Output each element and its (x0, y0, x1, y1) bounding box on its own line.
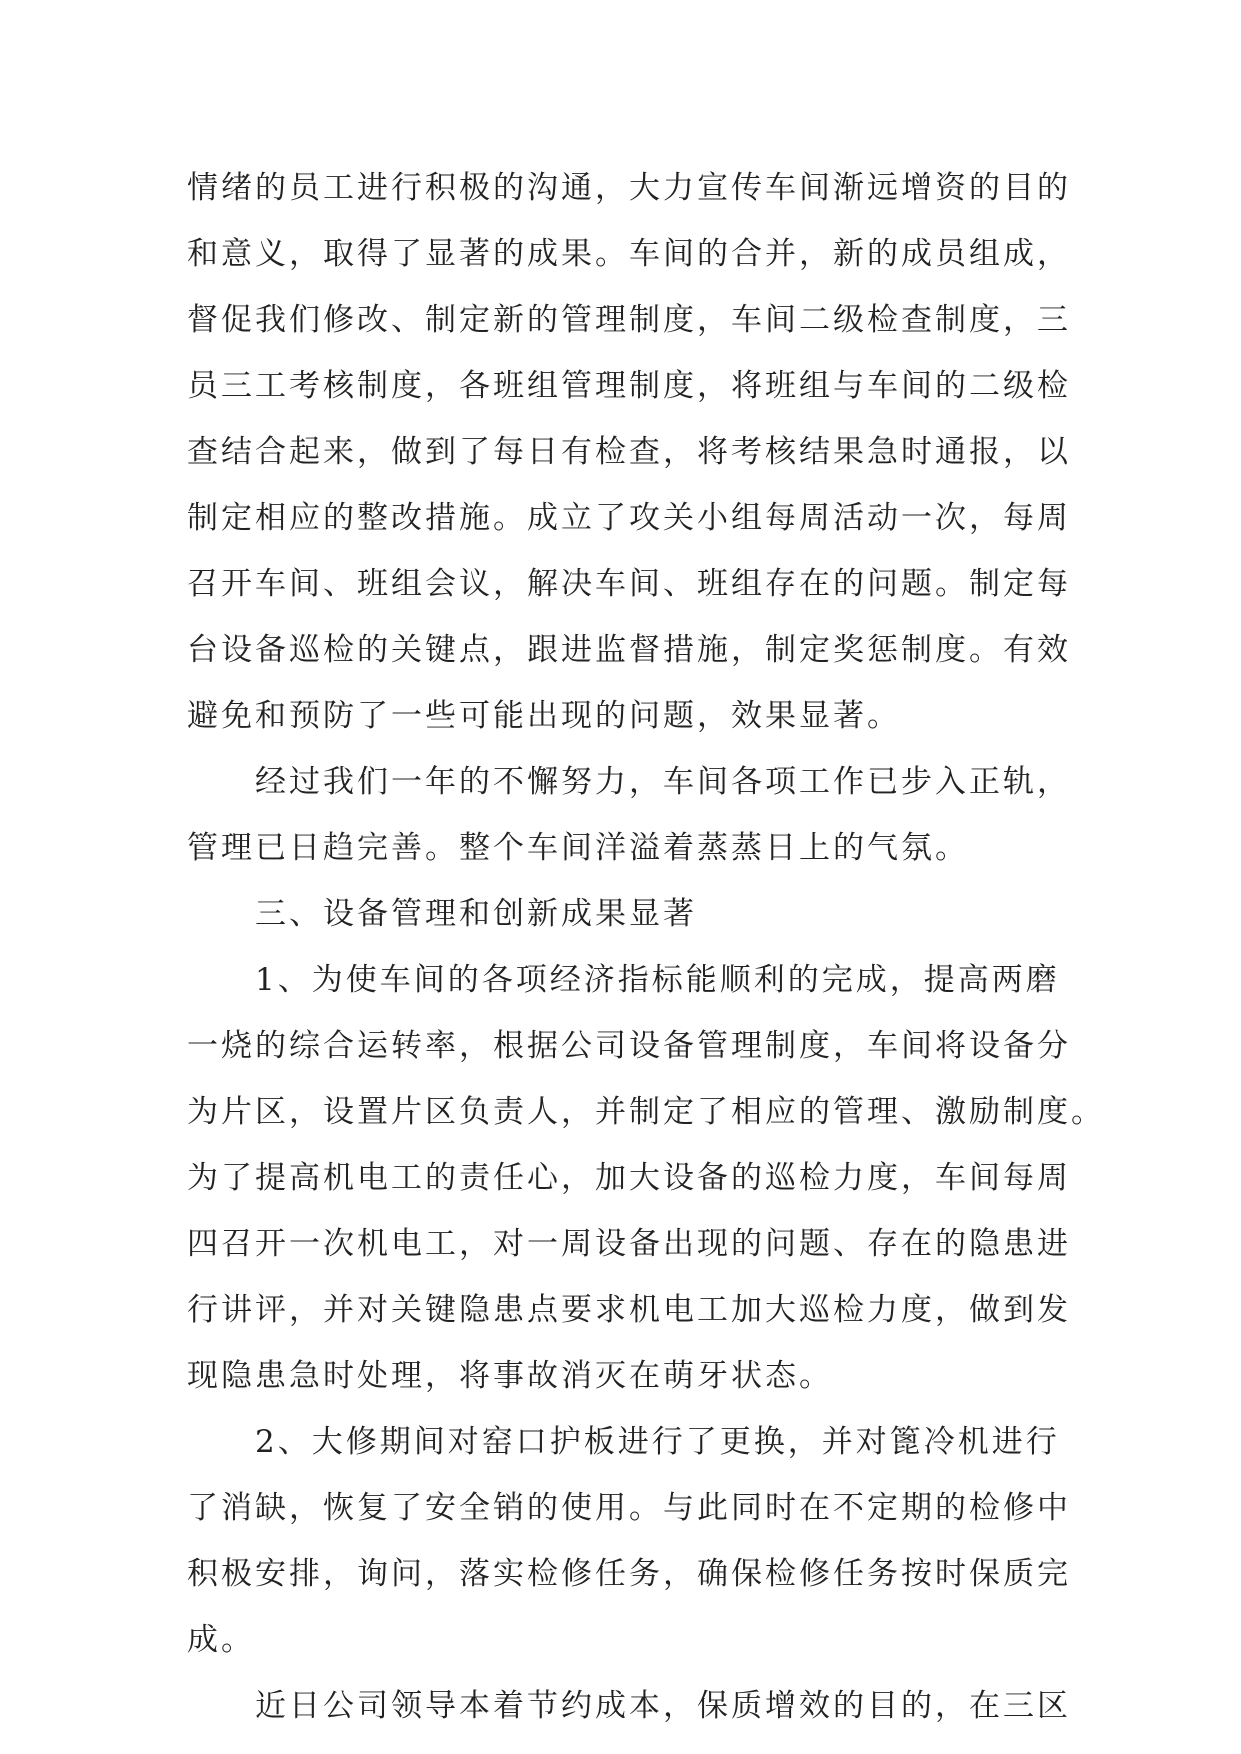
text-line: 和意义，取得了显著的成果。车间的合并，新的成员组成， (187, 236, 1071, 272)
text-line: 管理已日趋完善。整个车间洋溢着蒸蒸日上的气氛。 (187, 830, 969, 866)
text-line: 为片区，设置片区负责人，并制定了相应的管理、激励制度。 (187, 1094, 1105, 1130)
text-line: 查结合起来，做到了每日有检查，将考核结果急时通报，以 (187, 434, 1071, 470)
text-line: 召开车间、班组会议，解决车间、班组存在的问题。制定每 (187, 566, 1071, 602)
text-line: 员三工考核制度，各班组管理制度，将班组与车间的二级检 (187, 368, 1071, 404)
text-line: 行讲评，并对关键隐患点要求机电工加大巡检力度，做到发 (187, 1292, 1071, 1328)
text-line: 一烧的综合运转率，根据公司设备管理制度，车间将设备分 (187, 1028, 1071, 1064)
text-line: 制定相应的整改措施。成立了攻关小组每周活动一次，每周 (187, 500, 1071, 536)
text-line: 1、为使车间的各项经济指标能顺利的完成，提高两磨 (255, 962, 1060, 998)
text-line: 成。 (187, 1622, 255, 1658)
text-line: 督促我们修改、制定新的管理制度，车间二级检查制度，三 (187, 302, 1071, 338)
text-line: 近日公司领导本着节约成本，保质增效的目的，在三区 (255, 1688, 1071, 1724)
text-line: 避免和预防了一些可能出现的问题，效果显著。 (187, 698, 901, 734)
text-line: 了消缺，恢复了安全销的使用。与此同时在不定期的检修中 (187, 1490, 1071, 1526)
text-line: 经过我们一年的不懈努力，车间各项工作已步入正轨， (255, 764, 1071, 800)
text-line: 2、大修期间对窑口护板进行了更换，并对篦冷机进行 (255, 1424, 1060, 1460)
text-line: 四召开一次机电工，对一周设备出现的问题、存在的隐患进 (187, 1226, 1071, 1262)
text-line: 为了提高机电工的责任心，加大设备的巡检力度，车间每周 (187, 1160, 1071, 1196)
text-line: 情绪的员工进行积极的沟通，大力宣传车间渐远增资的目的 (187, 170, 1071, 206)
text-line: 现隐患急时处理，将事故消灭在萌牙状态。 (187, 1358, 833, 1394)
text-line: 台设备巡检的关键点，跟进监督措施，制定奖惩制度。有效 (187, 632, 1071, 668)
body-text (187, 155, 1105, 1739)
section-heading: 三、设备管理和创新成果显著 (255, 896, 697, 932)
text-line: 积极安排，询问，落实检修任务，确保检修任务按时保质完 (187, 1556, 1071, 1592)
